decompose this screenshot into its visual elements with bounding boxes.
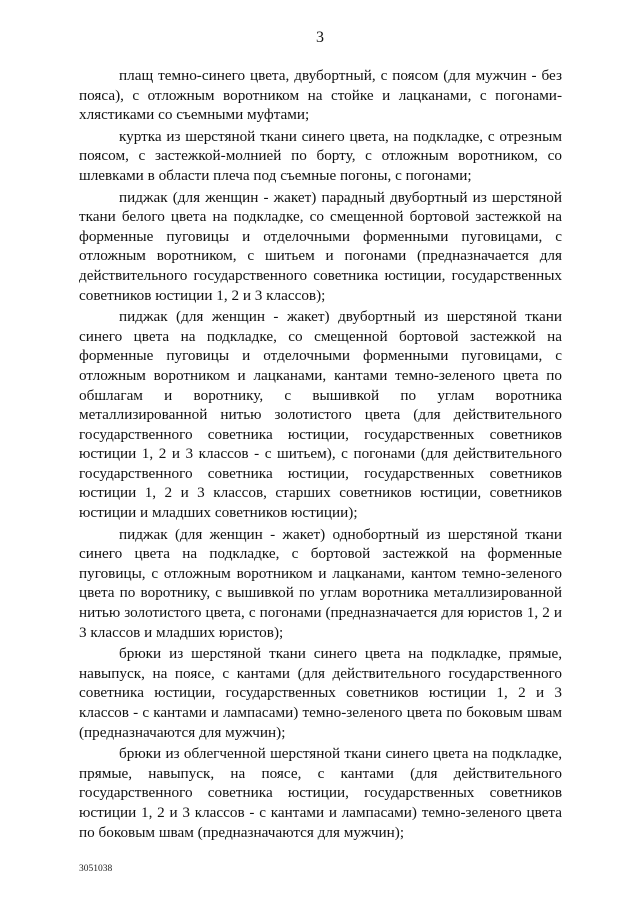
paragraph: пиджак (для женщин - жакет) однобортный из шерстяной ткани синего цвета на подкладке, с бортовой застежкой на форменные пуговицы, с отложным воротником и лацканами, кантом темно-зеленого цвета по воротнику, с вышивкой по углам воротника металлизированной нитью золотистого цвета, с погонами (предназначается для юристов 1, 2 и 3 классов и младших юристов); — [79, 525, 562, 641]
document-code: 3051038 — [79, 864, 113, 874]
paragraph: пиджак (для женщин - жакет) парадный двубортный из шерстяной ткани белого цвета на подкладке, со смещенной бортовой застежкой на форменные пуговицы и отделочными форменными пуговицами, с отложным воротником, с шитьем и погонами (предназначается для действительного государственного советника юстиции, государственных советников юстиции 1, 2 и 3 классов); — [79, 188, 562, 304]
page-number: 3 — [316, 29, 324, 46]
paragraph: брюки из облегченной шерстяной ткани синего цвета на подкладке, прямые, навыпуск, на поясе, с кантами (для действительного государственного советника юстиции, государственных советников юстиции 1, 2 и 3 классов - с кантами и лампасами) темно-зеленого цвета по боковым швам (предназначаются для мужчин); — [79, 745, 562, 841]
document-body — [79, 66, 562, 844]
paragraph: брюки из шерстяной ткани синего цвета на подкладке, прямые, навыпуск, на поясе, с кантами (для действительного государственного советника юстиции, государственных советников юстиции 1, 2 и 3 классов - с кантами и лампасами) темно-зеленого цвета по боковым швам (предназначаются для мужчин); — [79, 645, 562, 741]
paragraph: пиджак (для женщин - жакет) двубортный из шерстяной ткани синего цвета на подкладке, со смещенной бортовой застежкой на форменные пуговицы и отделочными форменными пуговицами, с отложным воротником и лацканами, кантами темно-зеленого цвета по обшлагам и воротнику, с вышивкой по углам воротника металлизированной нитью золотистого цвета (для действительного государственного советника юстиции, государственных советников юстиции 1, 2 и 3 классов - с шитьем), с погонами (для действительного государственного советника юстиции, государственных советников юстиции 1, 2 и 3 классов, старших советников юстиции, советников юстиции и младших советников юстиции); — [79, 308, 562, 522]
paragraph: куртка из шерстяной ткани синего цвета, на подкладке, с отрезным поясом, с застежкой-молнией по борту, с отложным воротником, со шлевками в области плеча под съемные погоны, с погонами; — [79, 127, 562, 184]
paragraph: плащ темно-синего цвета, двубортный, с поясом (для мужчин - без пояса), с отложным воротником на стойке и лацканами, с погонами-хлястиками со съемными муфтами; — [79, 67, 562, 124]
